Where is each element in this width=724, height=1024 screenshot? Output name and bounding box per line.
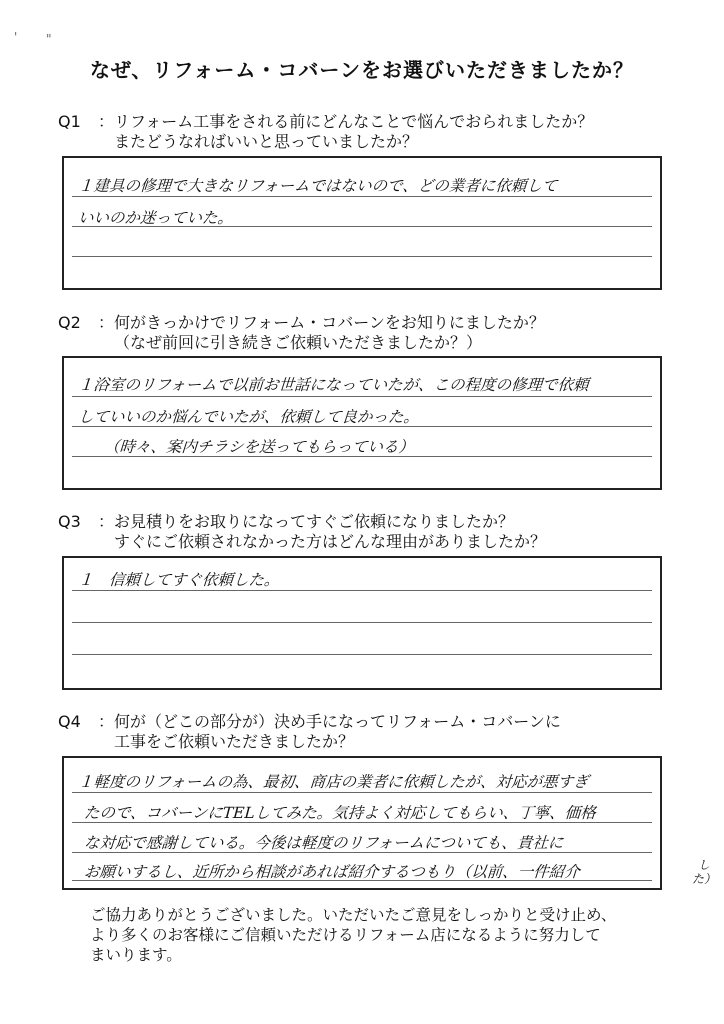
question-1 (58, 112, 593, 152)
answer-box-1[interactable] (62, 156, 662, 290)
question-2-text-line2: （なぜ前回に引き続きご依頼いただきましたか？） (114, 333, 483, 352)
question-4-text-line2: 工事をご依頼いただきましたか？ (114, 732, 355, 751)
handwritten-answer-line: いいのか迷っていた。 (77, 209, 234, 227)
question-1-text-line2: またどうなればいいと思っていましたか？ (114, 132, 419, 151)
answer-rule (72, 792, 652, 793)
answer-rule (72, 654, 652, 655)
question-4 (58, 712, 561, 752)
question-2-number: Q2 (58, 313, 81, 332)
question-2-text: ：何がきっかけでリフォーム・コバーンをお知りにましたか？ (98, 313, 545, 332)
closing-line: まいります。 (90, 946, 182, 964)
question-1-text: ：リフォーム工事をされる前にどんなことで悩んでおられましたか？ (98, 112, 594, 131)
answer-box-3[interactable] (62, 556, 662, 690)
answer-rule (72, 622, 652, 623)
question-2 (58, 313, 545, 353)
answer-rule (72, 590, 652, 591)
closing-message (90, 905, 616, 965)
answer-box-2[interactable] (62, 356, 662, 490)
scan-mark: " (46, 32, 52, 46)
question-1-number: Q1 (58, 112, 81, 131)
handwritten-answer-line: １建具の修理で大きなリフォームではないので、どの業者に依頼して (77, 177, 558, 195)
question-3 (58, 512, 546, 552)
handwritten-answer-line: １ 信頼してすぐ依頼した。 (77, 571, 281, 589)
question-3-number: Q3 (58, 512, 81, 531)
survey-title: なぜ、リフォーム・コバーンをお選びいただきましたか？ (90, 58, 634, 82)
scan-mark: ' (14, 30, 18, 44)
question-3-text-line2: すぐにご依頼されなかった方はどんな理由がありましたか？ (114, 532, 547, 551)
answer-rule (72, 196, 652, 197)
question-4-number: Q4 (58, 712, 81, 731)
handwritten-answer-line: １浴室のリフォームで以前お世話になっていたが、この程度の修理で依頼 (77, 376, 590, 394)
question-4-text: ：何が（どこの部分が）決め手になってリフォーム・コバーンに (98, 712, 561, 731)
closing-line: より多くのお客様にご信頼いただけるリフォーム店になるように努力して (90, 926, 601, 944)
answer-box-4[interactable] (62, 756, 662, 890)
handwritten-answer-line: たので、コバーンにTELしてみた。気持よく対応してもらい、丁寧、価格 (83, 804, 597, 822)
handwritten-answer-line: （時々、案内チラシを送ってもらっている） (103, 438, 415, 456)
handwritten-answer-line: お願いするし、近所から相談があれば紹介するつもり（以前、一件紹介 (83, 863, 581, 881)
answer-rule (72, 256, 652, 257)
closing-line: ご協力ありがとうございました。いただいたご意見をしっかりと受け止め、 (90, 906, 617, 924)
handwritten-answer-line: していいのか悩んでいたが、依頼して良かった。 (77, 408, 420, 426)
handwritten-answer-line: な対応で感謝している。今後は軽度のリフォームについても、貴社に (83, 834, 564, 852)
handwritten-answer-line: １軽度のリフォームの為、最初、商店の業者に依頼したが、対応が悪すぎ (77, 773, 590, 791)
answer-rule (72, 396, 652, 397)
handwritten-margin-note: した） (692, 858, 717, 886)
question-3-text: ：お見積りをお取りになってすぐご依頼になりましたか？ (98, 512, 515, 531)
